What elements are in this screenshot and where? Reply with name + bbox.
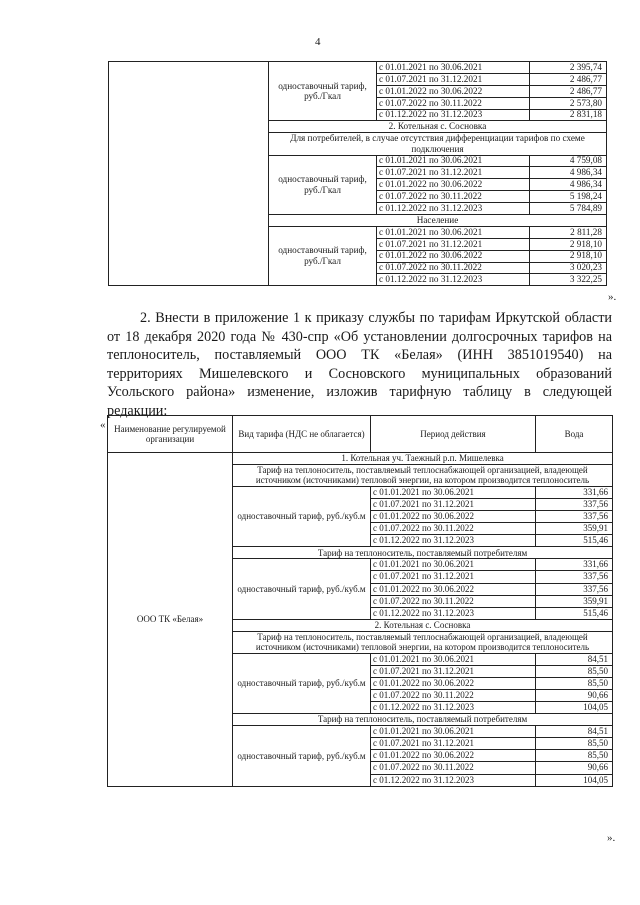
value-cell: 85,50 <box>536 677 613 689</box>
value-cell: 84,51 <box>536 653 613 665</box>
period-cell: с 01.01.2022 по 30.06.2022 <box>377 250 530 262</box>
period-cell: с 01.12.2022 по 31.12.2023 <box>371 701 536 713</box>
subsection-title: Тариф на теплоноситель, поставляемый теплоснабжающей организацией, владеющей источником (источниками) тепловой энергии, на котором производится теплоноситель <box>233 631 613 653</box>
period-cell: с 01.07.2022 по 30.11.2022 <box>371 595 536 607</box>
subsection-title: Тариф на теплоноситель, поставляемый потребителям <box>233 547 613 559</box>
value-cell: 337,56 <box>536 571 613 583</box>
value-cell: 104,05 <box>536 701 613 713</box>
period-cell: с 01.12.2022 по 31.12.2023 <box>371 607 536 619</box>
section-title: 2. Котельная с. Сосновка <box>233 619 613 631</box>
period-cell: с 01.01.2022 по 30.06.2022 <box>371 510 536 522</box>
closing-quote-1: ». <box>608 291 617 303</box>
value-cell: 331,66 <box>536 559 613 571</box>
section-title: 1. Котельная уч. Таежный р.п. Мишелевка <box>233 453 613 465</box>
col-header-type: Вид тарифа (НДС не облагается) <box>233 416 371 453</box>
period-cell: с 01.07.2021 по 31.12.2021 <box>371 665 536 677</box>
col-header-period: Период действия <box>371 416 536 453</box>
opening-quote-2: « <box>100 419 106 431</box>
period-cell: с 01.12.2022 по 31.12.2023 <box>377 274 530 286</box>
value-cell: 2 918,10 <box>530 250 607 262</box>
subsection-title: Тариф на теплоноситель, поставляемый теплоснабжающей организацией, владеющей источником (источниками) тепловой энергии, на котором производится теплоноситель <box>233 465 613 487</box>
col-header-org: Наименование регулируемой организации <box>108 416 233 453</box>
value-cell: 85,50 <box>536 665 613 677</box>
value-cell: 515,46 <box>536 607 613 619</box>
period-cell: с 01.01.2022 по 30.06.2022 <box>371 750 536 762</box>
period-cell: с 01.12.2022 по 31.12.2023 <box>377 109 530 121</box>
tariff-type: одноставочный тариф, руб./куб.м <box>233 653 371 713</box>
org-name-cell: ООО ТК «Белая» <box>108 453 233 787</box>
value-cell: 359,91 <box>536 523 613 535</box>
value-cell: 2 486,77 <box>530 85 607 97</box>
value-cell: 5 198,24 <box>530 191 607 203</box>
value-cell: 331,66 <box>536 486 613 498</box>
table-row <box>109 62 607 74</box>
period-cell: с 01.12.2022 по 31.12.2023 <box>371 774 536 786</box>
period-cell: с 01.07.2021 по 31.12.2021 <box>377 167 530 179</box>
period-cell: с 01.01.2022 по 30.06.2022 <box>377 85 530 97</box>
period-cell: с 01.12.2022 по 31.12.2023 <box>377 203 530 215</box>
value-cell: 2 811,28 <box>530 226 607 238</box>
value-cell: 84,51 <box>536 726 613 738</box>
period-cell: с 01.07.2021 по 31.12.2021 <box>371 498 536 510</box>
page-number: 4 <box>315 36 321 48</box>
period-cell: с 01.07.2021 по 31.12.2021 <box>377 73 530 85</box>
value-cell: 90,66 <box>536 689 613 701</box>
value-cell: 337,56 <box>536 583 613 595</box>
value-cell: 2 486,77 <box>530 73 607 85</box>
tariff-table-heat <box>108 61 607 286</box>
period-cell: с 01.07.2021 по 31.12.2021 <box>371 738 536 750</box>
value-cell: 85,50 <box>536 750 613 762</box>
period-cell: с 01.01.2021 по 30.06.2021 <box>371 486 536 498</box>
period-cell: с 01.07.2022 по 30.11.2022 <box>377 262 530 274</box>
period-cell: с 01.01.2021 по 30.06.2021 <box>377 62 530 74</box>
period-cell: с 01.07.2022 по 30.11.2022 <box>371 762 536 774</box>
value-cell: 2 573,80 <box>530 97 607 109</box>
value-cell: 515,46 <box>536 535 613 547</box>
value-cell: 3 020,23 <box>530 262 607 274</box>
value-cell: 2 918,10 <box>530 238 607 250</box>
org-cell <box>109 62 269 286</box>
period-cell: с 01.01.2021 по 30.06.2021 <box>371 559 536 571</box>
period-cell: с 01.07.2022 по 30.11.2022 <box>377 191 530 203</box>
col-header-value: Вода <box>536 416 613 453</box>
period-cell: с 01.01.2022 по 30.06.2022 <box>371 583 536 595</box>
tariff-type: одноставочный тариф, руб./Гкал <box>269 155 377 214</box>
section-header-row <box>108 453 613 465</box>
subsection-title: Тариф на теплоноситель, поставляемый потребителям <box>233 714 613 726</box>
amendment-paragraph: 2. Внести в приложение 1 к приказу службы по тарифам Иркутской области от 18 декабря 2020 года № 430-спр «Об установлении долгосрочных тарифов на теплоноситель, поставляемый ООО ТК «Белая» (ИНН 3851019540) на территориях Мишелевского и Сосновского муниципальных образований Усольского района» изменение, изложив тарифную таблицу в следующей редакции: <box>107 310 612 419</box>
closing-quote-2: ». <box>607 832 616 844</box>
tariff-type: одноставочный тариф, руб./куб.м <box>233 559 371 619</box>
value-cell: 85,50 <box>536 738 613 750</box>
period-cell: с 01.07.2021 по 31.12.2021 <box>377 238 530 250</box>
period-cell: с 01.12.2022 по 31.12.2023 <box>371 535 536 547</box>
period-cell: с 01.01.2021 по 30.06.2021 <box>371 726 536 738</box>
subsection-title: Для потребителей, в случае отсутствия дифференциации тарифов по схеме подключения <box>269 133 607 155</box>
tariff-table-coolant <box>107 415 613 787</box>
value-cell: 2 395,74 <box>530 62 607 74</box>
tariff-type: одноставочный тариф, руб./Гкал <box>269 226 377 285</box>
value-cell: 4 986,34 <box>530 179 607 191</box>
value-cell: 3 322,25 <box>530 274 607 286</box>
period-cell: с 01.01.2021 по 30.06.2021 <box>377 155 530 167</box>
section-title: 2. Котельная с. Сосновка <box>269 121 607 133</box>
value-cell: 337,56 <box>536 510 613 522</box>
tariff-type: одноставочный тариф, руб./куб.м <box>233 726 371 786</box>
period-cell: с 01.07.2022 по 30.11.2022 <box>371 523 536 535</box>
value-cell: 4 986,34 <box>530 167 607 179</box>
period-cell: с 01.07.2021 по 31.12.2021 <box>371 571 536 583</box>
value-cell: 4 759,08 <box>530 155 607 167</box>
value-cell: 90,66 <box>536 762 613 774</box>
period-cell: с 01.01.2022 по 30.06.2022 <box>377 179 530 191</box>
header-row <box>108 416 613 453</box>
value-cell: 104,05 <box>536 774 613 786</box>
period-cell: с 01.01.2021 по 30.06.2021 <box>371 653 536 665</box>
subsection-title: Население <box>269 214 607 226</box>
value-cell: 359,91 <box>536 595 613 607</box>
value-cell: 337,56 <box>536 498 613 510</box>
tariff-type: одноставочный тариф, руб./Гкал <box>269 62 377 121</box>
value-cell: 5 784,89 <box>530 203 607 215</box>
value-cell: 2 831,18 <box>530 109 607 121</box>
tariff-type: одноставочный тариф, руб./куб.м <box>233 486 371 546</box>
period-cell: с 01.01.2021 по 30.06.2021 <box>377 226 530 238</box>
period-cell: с 01.07.2022 по 30.11.2022 <box>371 689 536 701</box>
period-cell: с 01.07.2022 по 30.11.2022 <box>377 97 530 109</box>
period-cell: с 01.01.2022 по 30.06.2022 <box>371 677 536 689</box>
